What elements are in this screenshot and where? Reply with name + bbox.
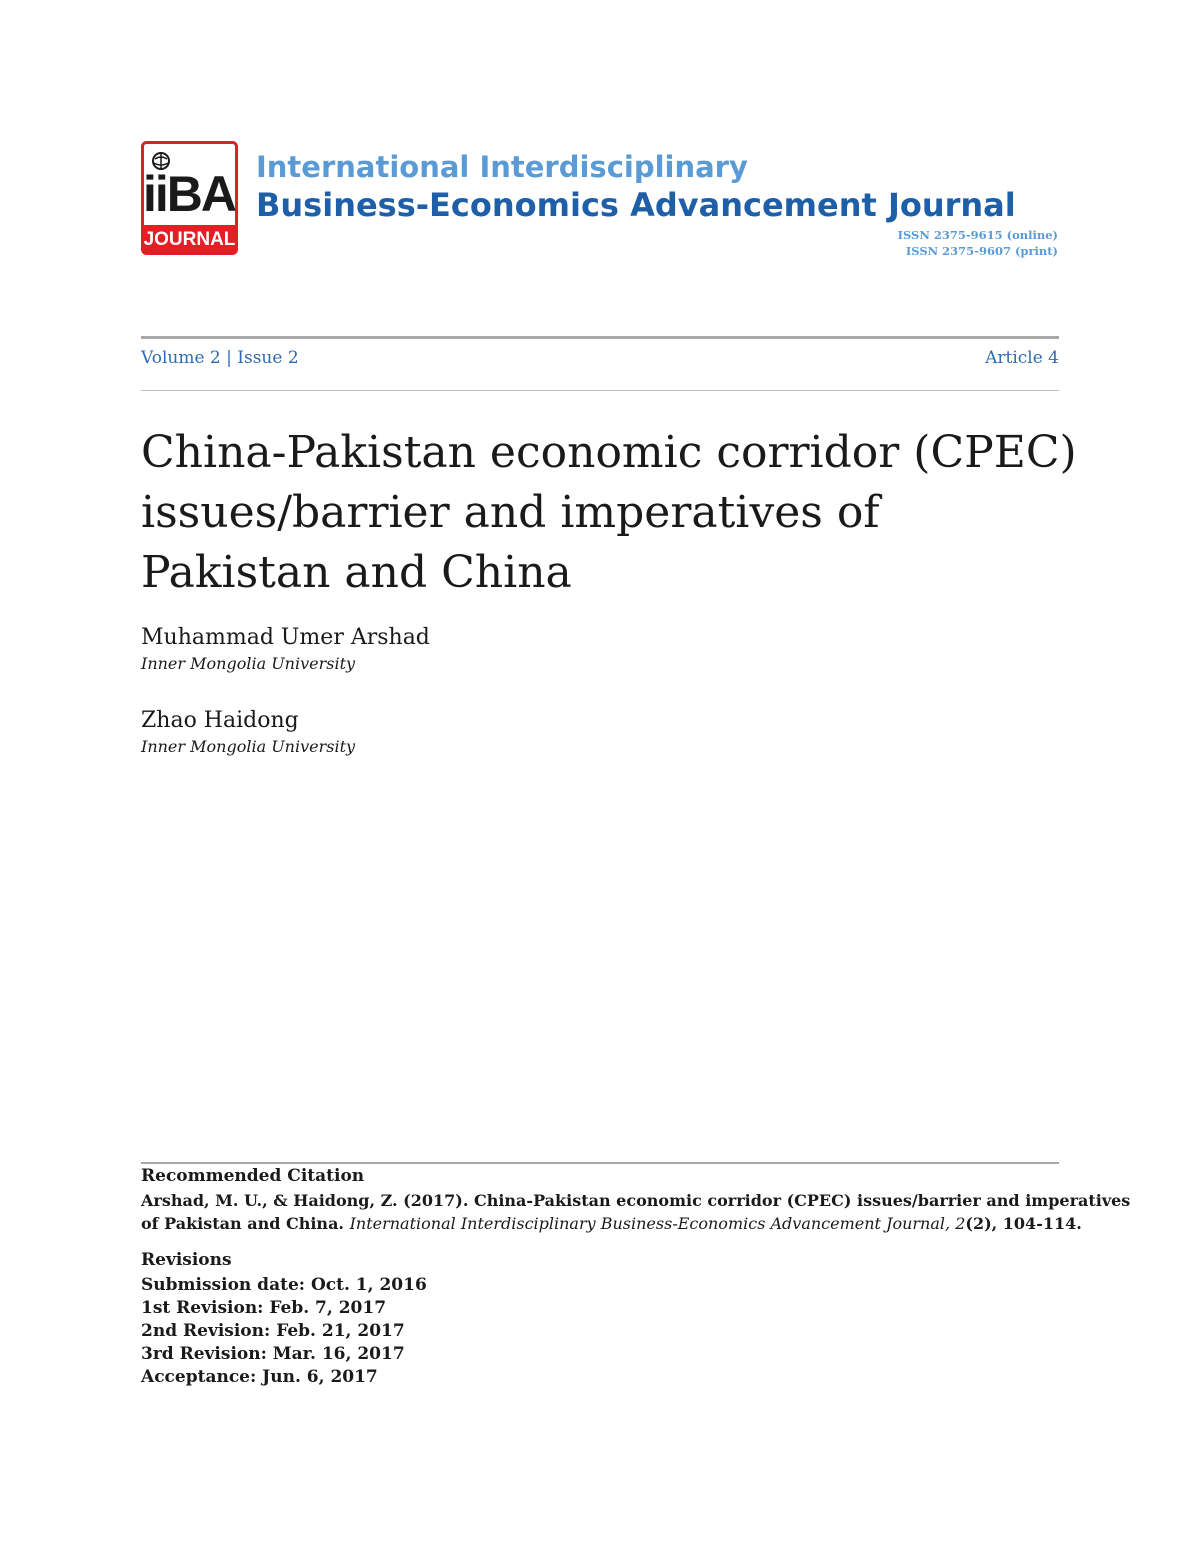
revision-item: 2nd Revision: Feb. 21, 2017 (141, 1321, 405, 1341)
title-line: China-Pakistan economic corridor (CPEC) (141, 427, 1077, 478)
author-affiliation: Inner Mongolia University (141, 737, 356, 756)
revisions-list (141, 1274, 427, 1389)
issue-divider (141, 390, 1059, 391)
issn-print: ISSN 2375-9607 (print) (905, 244, 1058, 258)
title-line: issues/barrier and imperatives of (141, 487, 880, 538)
citation-divider (141, 1162, 1059, 1164)
journal-name-line2: Business-Economics Advancement Journal (256, 186, 1016, 224)
article-number-label: Article 4 (985, 348, 1059, 368)
article-title (141, 423, 1077, 603)
author-name: Muhammad Umer Arshad (141, 625, 430, 650)
citation-heading: Recommended Citation (141, 1166, 365, 1186)
issn-online: ISSN 2375-9615 (online) (897, 228, 1058, 242)
author-affiliation: Inner Mongolia University (141, 654, 356, 673)
svg-text:iiBA: iiBA (143, 166, 235, 222)
citation-line: Arshad, M. U., & Haidong, Z. (2017). China-Pakistan economic corridor (CPEC) issues/barrier and imperatives (141, 1191, 1131, 1210)
revision-item: 1st Revision: Feb. 7, 2017 (141, 1298, 387, 1318)
iiba-journal-logo (141, 141, 238, 255)
revision-item: Submission date: Oct. 1, 2016 (141, 1275, 427, 1295)
volume-issue-label: Volume 2 | Issue 2 (141, 348, 299, 368)
journal-name-line1: International Interdisciplinary (256, 150, 748, 184)
revision-item: 3rd Revision: Mar. 16, 2017 (141, 1344, 405, 1364)
citation-journal-italic: International Interdisciplinary Business-Economics Advancement Journal, 2 (349, 1214, 966, 1233)
title-line: Pakistan and China (141, 547, 572, 598)
svg-text:JOURNAL: JOURNAL (143, 229, 236, 250)
citation-text: of Pakistan and China. (141, 1214, 350, 1233)
author-name: Zhao Haidong (141, 708, 299, 733)
citation-pages: (2), 104-114. (965, 1214, 1082, 1233)
citation-line (141, 1212, 1082, 1235)
header-divider (141, 336, 1059, 339)
recommended-citation (141, 1189, 1131, 1235)
revision-item: Acceptance: Jun. 6, 2017 (141, 1367, 378, 1387)
revisions-heading: Revisions (141, 1250, 232, 1270)
